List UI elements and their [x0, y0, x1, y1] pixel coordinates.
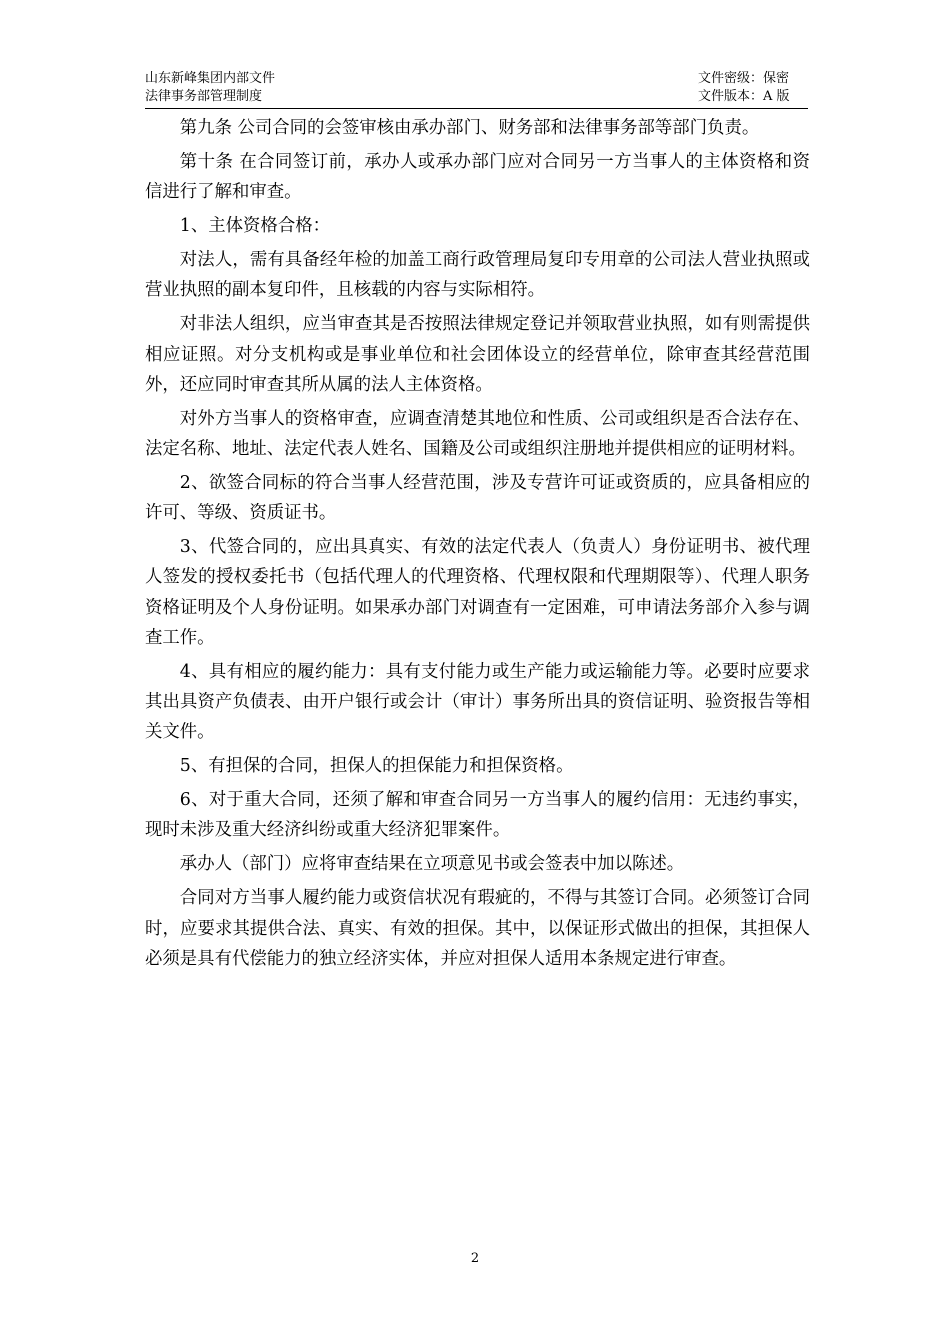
header-right — [698, 70, 790, 106]
item-6-paragraph: 6、对于重大合同，还须了解和审查合同另一方当事人的履约信用：无违约事实，现时未涉及重大经济纠纷或重大经济犯罪案件。 — [145, 790, 810, 841]
legal-person-paragraph: 对法人，需有具备经年检的加盖工商行政管理局复印专用章的公司法人营业执照或营业执照的副本复印件，且核载的内容与实际相符。 — [145, 250, 810, 301]
header-left — [145, 70, 275, 106]
foreign-party-paragraph: 对外方当事人的资格审查，应调查清楚其地位和性质、公司或组织是否合法存在、法定名称、地址、法定代表人姓名、国籍及公司或组织注册地并提供相应的证明材料。 — [145, 408, 810, 460]
header-doc-title: 法律事务部管理制度 — [145, 89, 263, 104]
item-5-paragraph: 5、有担保的合同，担保人的担保能力和担保资格。 — [179, 756, 574, 777]
header-confidentiality: 文件密级：保密 — [698, 71, 790, 86]
item-4-paragraph: 4、具有相应的履约能力：具有支付能力或生产能力或运输能力等。必要时应要求其出具资产负债表、由开户银行或会计（审计）事务所出具的资信证明、验资报告等相关文件。 — [145, 661, 810, 743]
item-2-paragraph: 2、欲签合同标的符合当事人经营范围，涉及专营许可证或资质的，应具备相应的许可、等级、资质证书。 — [145, 473, 810, 524]
article-10: 第十条 在合同签订前，承办人或承办部门应对合同另一方当事人的主体资格和资信进行了解和审查。 — [145, 152, 810, 203]
review-result-paragraph: 承办人（部门）应将审查结果在立项意见书或会签表中加以陈述。 — [179, 854, 685, 875]
header-version: 文件版本：A 版 — [698, 89, 790, 104]
item-3-paragraph: 3、代签合同的，应出具真实、有效的法定代表人（负责人）身份证明书、被代理人签发的授权委托书（包括代理人的代理资格、代理权限和代理期限等）、代理人职务资格证明及个人身份证明。如果承办部门对调查有一定困难，可申请法务部介入参与调查工作。 — [145, 537, 810, 648]
article-9: 第九条 公司合同的会签审核由承办部门、财务部和法律事务部等部门负责。 — [179, 118, 760, 138]
non-legal-person-paragraph: 对非法人组织，应当审查其是否按照法律规定登记并领取营业执照，如有则需提供相应证照。对分支机构或是事业单位和社会团体设立的经营单位，除审查其经营范围外，还应同时审查其所从属的法人主体资格。 — [145, 314, 810, 395]
guarantee-paragraph: 合同对方当事人履约能力或资信状况有瑕疵的，不得与其签订合同。必须签订合同时，应要求其提供合法、真实、有效的担保。其中，以保证形式做出的担保，其担保人必须是具有代偿能力的独立经济实体，并应对担保人适用本条规定进行审查。 — [145, 888, 810, 969]
item-1-heading: 1、主体资格合格： — [179, 216, 330, 237]
page-number: 2 — [470, 1251, 480, 1266]
header-company: 山东新峰集团内部文件 — [145, 71, 276, 86]
page-header — [145, 70, 808, 109]
document-body — [145, 113, 810, 978]
